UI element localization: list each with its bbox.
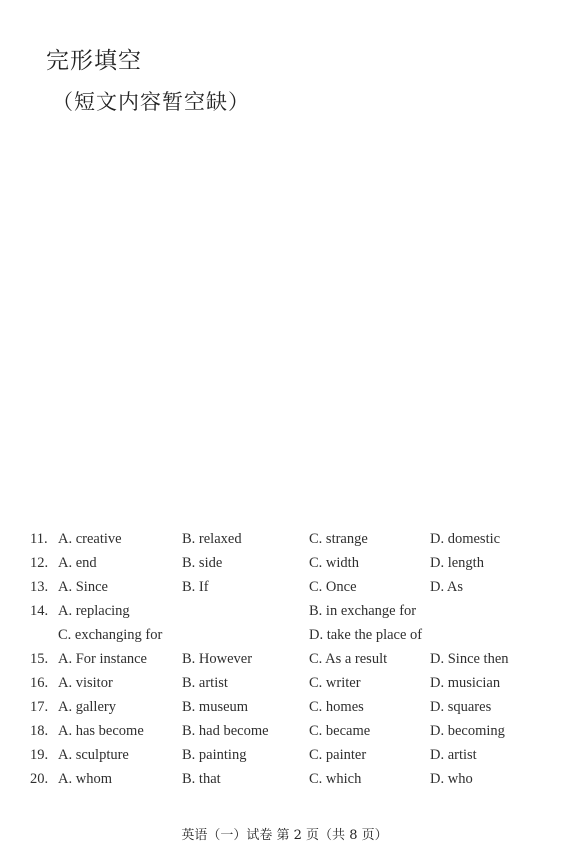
option-d: D. length (430, 555, 484, 571)
question-number: 18. (30, 723, 49, 739)
question-16 (0, 672, 569, 694)
page-footer: 英语（一）试卷 第 2 页（共 8 页） (181, 828, 388, 843)
option-b: B. artist (182, 675, 228, 691)
option-a: A. Since (58, 579, 108, 595)
option-c: C. width (309, 555, 359, 571)
option-c: C. writer (309, 675, 361, 691)
option-c: C. became (309, 723, 371, 739)
option-b: B. side (182, 555, 223, 571)
option-d: D. artist (430, 747, 477, 763)
option-a: A. replacing (58, 603, 130, 619)
option-a: A. gallery (58, 699, 116, 715)
option-c: C. strange (309, 531, 368, 547)
option-b: B. If (182, 579, 209, 595)
option-d: D. who (430, 771, 473, 787)
question-12 (0, 552, 569, 574)
option-a: A. whom (58, 771, 112, 787)
question-20 (0, 768, 569, 790)
option-d: D. musician (430, 675, 501, 691)
option-c: C. Once (309, 579, 357, 595)
question-number: 16. (30, 675, 49, 691)
option-a: A. has become (58, 723, 144, 739)
question-number: 17. (30, 699, 49, 715)
option-d: D. take the place of (309, 627, 423, 643)
question-number: 19. (30, 747, 49, 763)
question-number: 12. (30, 555, 49, 571)
option-b: B. relaxed (182, 531, 242, 547)
question-15 (0, 648, 569, 670)
option-c: C. exchanging for (58, 627, 163, 643)
question-number: 14. (30, 603, 49, 619)
option-a: A. end (58, 555, 97, 571)
option-d: D. Since then (430, 651, 509, 667)
option-d: D. becoming (430, 723, 505, 739)
option-d: D. As (430, 579, 464, 595)
question-number: 11. (30, 531, 48, 547)
option-b: B. However (182, 651, 253, 667)
option-b: B. museum (182, 699, 249, 715)
option-a: A. creative (58, 531, 122, 547)
option-b: B. that (182, 771, 221, 787)
option-c: C. As a result (309, 651, 388, 667)
passage-placeholder-note: （短文内容暂空缺） (52, 90, 250, 114)
option-c: C. painter (309, 747, 367, 763)
option-b: B. had become (182, 723, 269, 739)
option-c: C. homes (309, 699, 364, 715)
question-18 (0, 720, 569, 742)
question-number: 15. (30, 651, 49, 667)
option-b: B. painting (182, 747, 247, 763)
question-19 (0, 744, 569, 766)
question-17 (0, 696, 569, 718)
question-14 (0, 600, 569, 622)
question-13 (0, 576, 569, 598)
question-number: 13. (30, 579, 49, 595)
section-title: 完形填空 (46, 48, 142, 74)
option-a: A. sculpture (58, 747, 129, 763)
question-14-continued (0, 624, 569, 646)
option-a: A. visitor (58, 675, 113, 691)
option-d: D. squares (430, 699, 492, 715)
option-d: D. domestic (430, 531, 501, 547)
option-c: C. which (309, 771, 362, 787)
question-number: 20. (30, 771, 49, 787)
question-11 (0, 528, 569, 550)
option-a: A. For instance (58, 651, 147, 667)
option-b: B. in exchange for (309, 603, 417, 619)
